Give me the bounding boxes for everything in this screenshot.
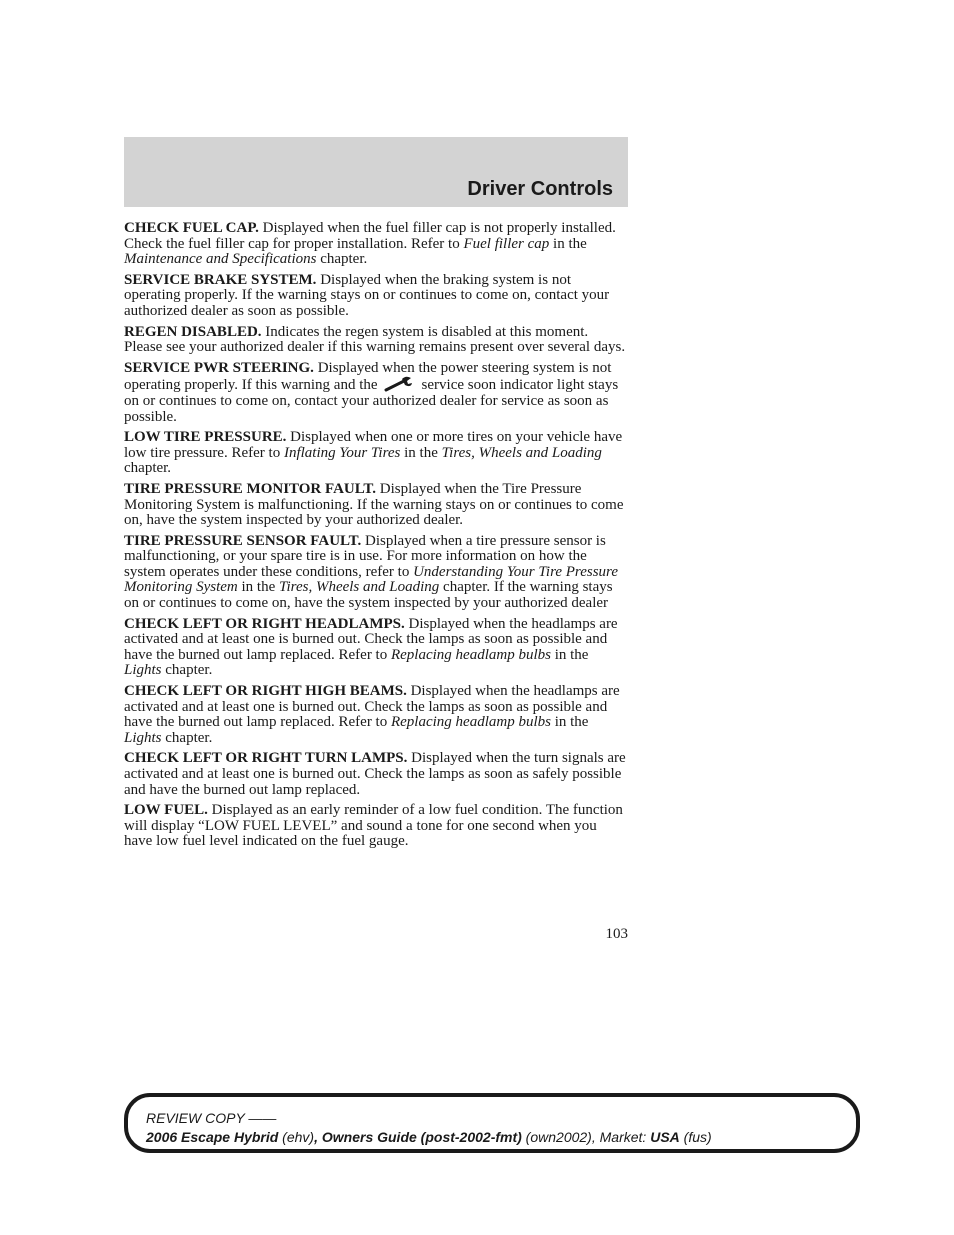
- entry-check-fuel-cap: CHECK FUEL CAP. Displayed when the fuel filler cap is not properly installed. Check the fuel filler cap for proper installation. Refer to Fuel filler cap in the Maintenance and Specifications chapter.: [124, 220, 616, 268]
- page-number: 103: [605, 926, 628, 942]
- review-copy-label: REVIEW COPY ——: [146, 1110, 277, 1126]
- entry-term: TIRE PRESSURE SENSOR FAULT.: [124, 532, 362, 549]
- entry-term: TIRE PRESSURE MONITOR FAULT.: [124, 480, 376, 497]
- entry-check-turn-lamps: CHECK LEFT OR RIGHT TURN LAMPS. Displayed when the turn signals are activated and at least one is burned out. Check the lamps as soon as safely possible and have the burned out lamp replaced.: [124, 750, 626, 798]
- entry-low-tire-pressure: LOW TIRE PRESSURE. Displayed when one or more tires on your vehicle have low tire pressure. Refer to Inflating Your Tires in the Tires, Wheels and Loading chapter.: [124, 429, 623, 477]
- entry-term: LOW TIRE PRESSURE.: [124, 429, 287, 446]
- review-copy-details: 2006 Escape Hybrid (ehv), Owners Guide (post-2002-fmt) (own2002), Market: USA (fus): [146, 1129, 712, 1145]
- entry-check-high-beams: CHECK LEFT OR RIGHT HIGH BEAMS. Displayed when the headlamps are activated and at least one is burned out. Check the lamps as soon as possible and have the burned out lamp replaced. Refer to Replacing headlamp bulbs in the Lights chapter.: [124, 683, 620, 746]
- entry-term: CHECK LEFT OR RIGHT HIGH BEAMS.: [124, 683, 407, 700]
- entry-term: LOW FUEL.: [124, 802, 208, 819]
- page-content: [124, 221, 628, 855]
- entry-check-headlamps: CHECK LEFT OR RIGHT HEADLAMPS. Displayed when the headlamps are activated and at least one is burned out. Check the lamps as soon as possible and have the burned out lamp replaced. Refer to Replacing headlamp bulbs in the Lights chapter.: [124, 615, 618, 679]
- entry-term: CHECK FUEL CAP.: [124, 220, 259, 236]
- wrench-icon: [384, 376, 414, 392]
- entry-service-pwr-steering: SERVICE PWR STEERING. Displayed when the power steering system is not operating properly. If this warning and the service soon indicator light stays on or continues to come on, contact your authorized dealer for service as soon as possible.: [124, 359, 619, 425]
- entry-service-brake-system: SERVICE BRAKE SYSTEM. Displayed when the braking system is not operating properly. If the warning stays on or continues to come on, contact your authorized dealer as soon as possible.: [124, 271, 610, 319]
- entry-tire-pressure-monitor-fault: TIRE PRESSURE MONITOR FAULT. Displayed when the Tire Pressure Monitoring System is malfunctioning. If the warning stays on or continues to come on, have the system inspected by your authorized dealer.: [124, 480, 624, 529]
- entry-term: SERVICE PWR STEERING.: [124, 359, 314, 376]
- entry-term: CHECK LEFT OR RIGHT HEADLAMPS.: [124, 615, 405, 632]
- entry-tire-pressure-sensor-fault: TIRE PRESSURE SENSOR FAULT. Displayed when a tire pressure sensor is malfunctioning, or your spare tire is in use. For more information on how the system operates under these conditions, refer to Understanding Your Tire Pressure Monitoring System in the Tires, Wheels and Loading chapter. If the warning stays on or continues to come on, have the system inspected by your authorized dealer: [124, 532, 618, 612]
- entry-term: REGEN DISABLED.: [124, 323, 262, 340]
- section-title: Driver Controls: [467, 178, 613, 200]
- entry-term: SERVICE BRAKE SYSTEM.: [124, 271, 317, 288]
- entry-low-fuel: LOW FUEL. Displayed as an early reminder of a low fuel condition. The function will display “LOW FUEL LEVEL” and sound a tone for one second when you have low fuel level indicated on the fuel gauge.: [124, 802, 623, 850]
- review-copy-box: [124, 1093, 860, 1153]
- entry-regen-disabled: REGEN DISABLED. Indicates the regen system is disabled at this moment. Please see your authorized dealer if this warning remains present over several days.: [124, 323, 626, 356]
- section-header-band: [124, 137, 628, 207]
- entry-term: CHECK LEFT OR RIGHT TURN LAMPS.: [124, 750, 408, 767]
